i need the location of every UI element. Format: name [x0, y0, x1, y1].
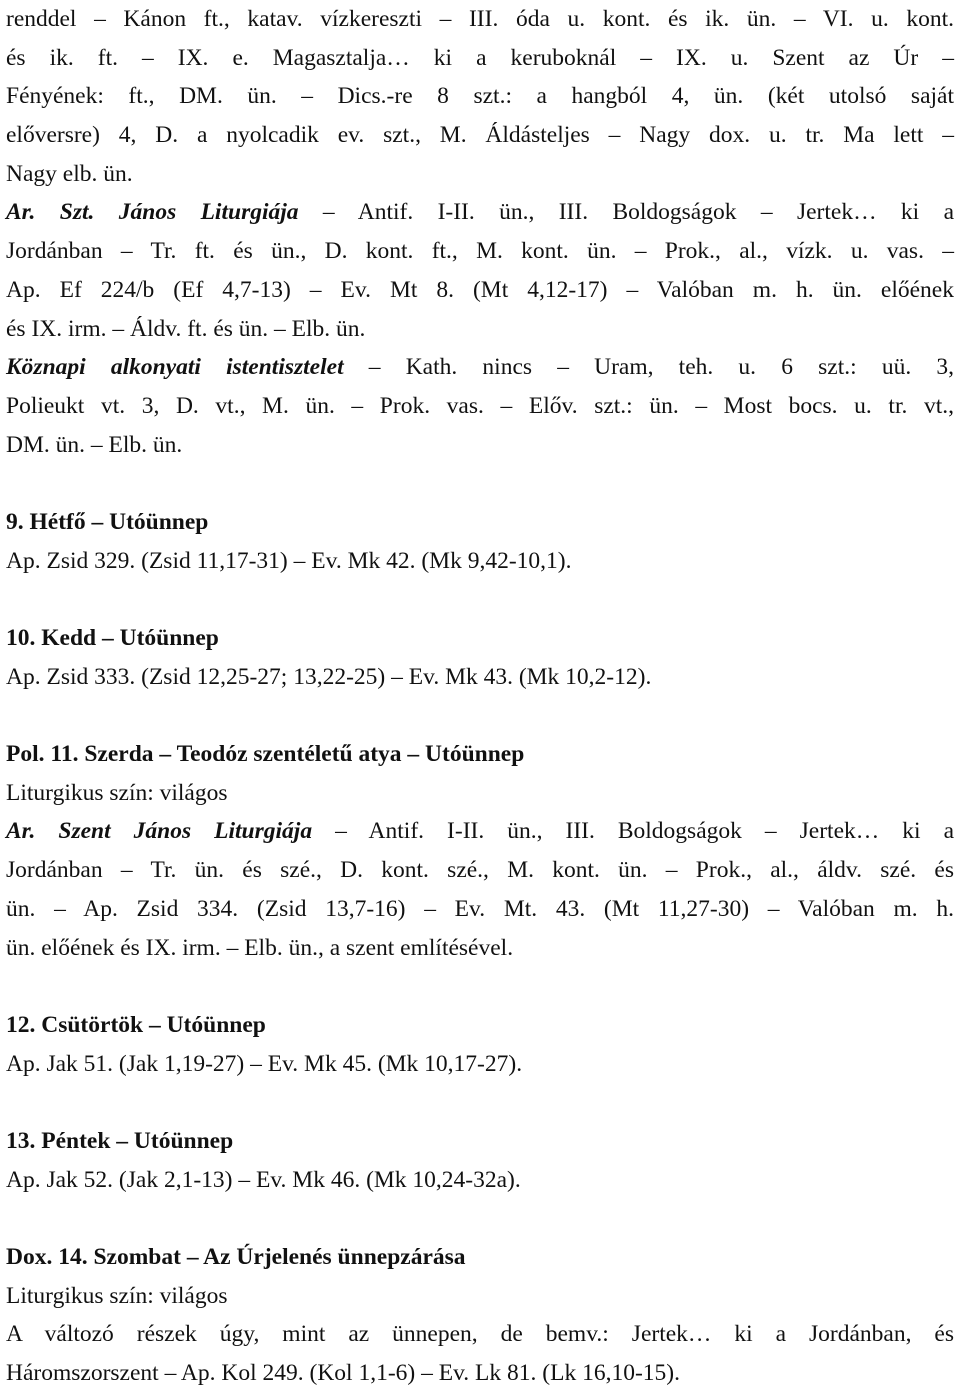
- section-continuation: [6, 0, 954, 464]
- liturgy-label: Ar. Szt. János Liturgiája: [6, 199, 299, 226]
- reading-line: Ap. Jak 51. (Jak 1,19-27) – Ev. Mk 45. (Mk 10,17-27).: [6, 1050, 523, 1077]
- liturgy-line: [6, 812, 954, 851]
- day-entry-9: [6, 503, 954, 580]
- text-line: DM. ün. – Elb. ün.: [6, 431, 183, 458]
- text-line: Polieukt vt. 3, D. vt., M. ün. – Prok. vas. – Előv. szt.: ün. – Most bocs. u. tr. vt.,: [6, 392, 954, 419]
- liturgy-text: – Antif. I-II. ün., III. Boldogságok – Jertek… ki a: [298, 199, 955, 226]
- text-line: renddel – Kánon ft., katav. vízkereszti – III. óda u. kont. és ik. ün. – VI. u. kont.: [6, 6, 954, 32]
- liturgy-text: – Antif. I-II. ün., III. Boldogságok – Jertek… ki a: [312, 818, 954, 845]
- text-line: A változó részek úgy, mint az ünnepen, de bemv.: Jertek… ki a Jordánban, és: [6, 1321, 954, 1348]
- text-line: és ik. ft. – IX. e. Magasztalja… ki a kerubоknál – IX. u. Szent az Úr –: [6, 44, 954, 71]
- day-heading: Pol. 11. Szerda – Teodóz szentéletű atya – Utóünnep: [6, 741, 525, 768]
- text-line: Jordánban – Tr. ft. és ün., D. kont. ft., M. kont. ün. – Prok., al., vízk. u. vas. –: [6, 238, 954, 265]
- liturgical-color: Liturgikus szín: világos: [6, 1282, 228, 1309]
- reading-line: Ap. Zsid 333. (Zsid 12,25-27; 13,22-25) – Ev. Mk 43. (Mk 10,2-12).: [6, 663, 652, 690]
- day-entry-13: [6, 1122, 954, 1199]
- text-line: Ap. Ef 224/b (Ef 4,7-13) – Ev. Mt 8. (Mt 4,12-17) – Valóban m. h. ün. előének: [6, 276, 954, 303]
- liturgical-color: Liturgikus szín: világos: [6, 779, 228, 806]
- day-heading: 13. Péntek – Utóünnep: [6, 1127, 234, 1154]
- text-line: elővеrsre) 4, D. a nyolcadik ev. szt., M. Áldásteljes – Nagy dox. u. tr. Ma lett –: [6, 122, 954, 149]
- text-line: ün. – Ap. Zsid 334. (Zsid 13,7-16) – Ev. Mt. 43. (Mt 11,27-30) – Valóban m. h.: [6, 895, 954, 922]
- text-line: és IX. irm. – Áldv. ft. és ün. – Elb. ün.: [6, 315, 366, 342]
- day-entry-11: [6, 735, 954, 967]
- day-heading: Dox. 14. Szombat – Az Úrjelenés ünnepzárása: [6, 1244, 466, 1270]
- text-line: Nagy elb. ün.: [6, 160, 133, 187]
- day-heading: 12. Csütörtök – Utóünnep: [6, 1011, 266, 1038]
- vespers-text: – Kath. nincs – Uram, teh. u. 6 szt.: uü. 3,: [343, 354, 954, 381]
- day-entry-14: [6, 1238, 954, 1393]
- vespers-line: [6, 348, 954, 387]
- text-line: ün. előének és IX. irm. – Elb. ün., a szent említésével.: [6, 934, 514, 961]
- text-line: Fényének: ft., DM. ün. – Dics.-re 8 szt.: a hangból 4, ün. (két utolsó saját: [6, 83, 954, 110]
- text-line: Jordánban – Tr. ün. és szé., D. kont. szé., M. kont. ün. – Prok., al., áldv. szé. és: [6, 857, 954, 884]
- liturgy-label: Ar. Szent János Liturgiája: [6, 818, 313, 845]
- day-heading: 10. Kedd – Utóünnep: [6, 625, 219, 651]
- liturgy-line: [6, 193, 954, 232]
- reading-line: Ap. Jak 52. (Jak 2,1-13) – Ev. Mk 46. (Mk 10,24-32a).: [6, 1166, 521, 1193]
- text-line: Háromszorszent – Ap. Kol 249. (Kol 1,1-6) – Ev. Lk 81. (Lk 16,10-15).: [6, 1360, 680, 1387]
- vespers-label: Köznapi alkonyati istentisztelet: [6, 354, 344, 381]
- reading-line: Ap. Zsid 329. (Zsid 11,17-31) – Ev. Mk 42. (Mk 9,42-10,1).: [6, 547, 572, 574]
- day-entry-10: [6, 619, 954, 696]
- day-entry-12: [6, 1006, 954, 1083]
- day-heading: 9. Hétfő – Utóünnep: [6, 508, 209, 535]
